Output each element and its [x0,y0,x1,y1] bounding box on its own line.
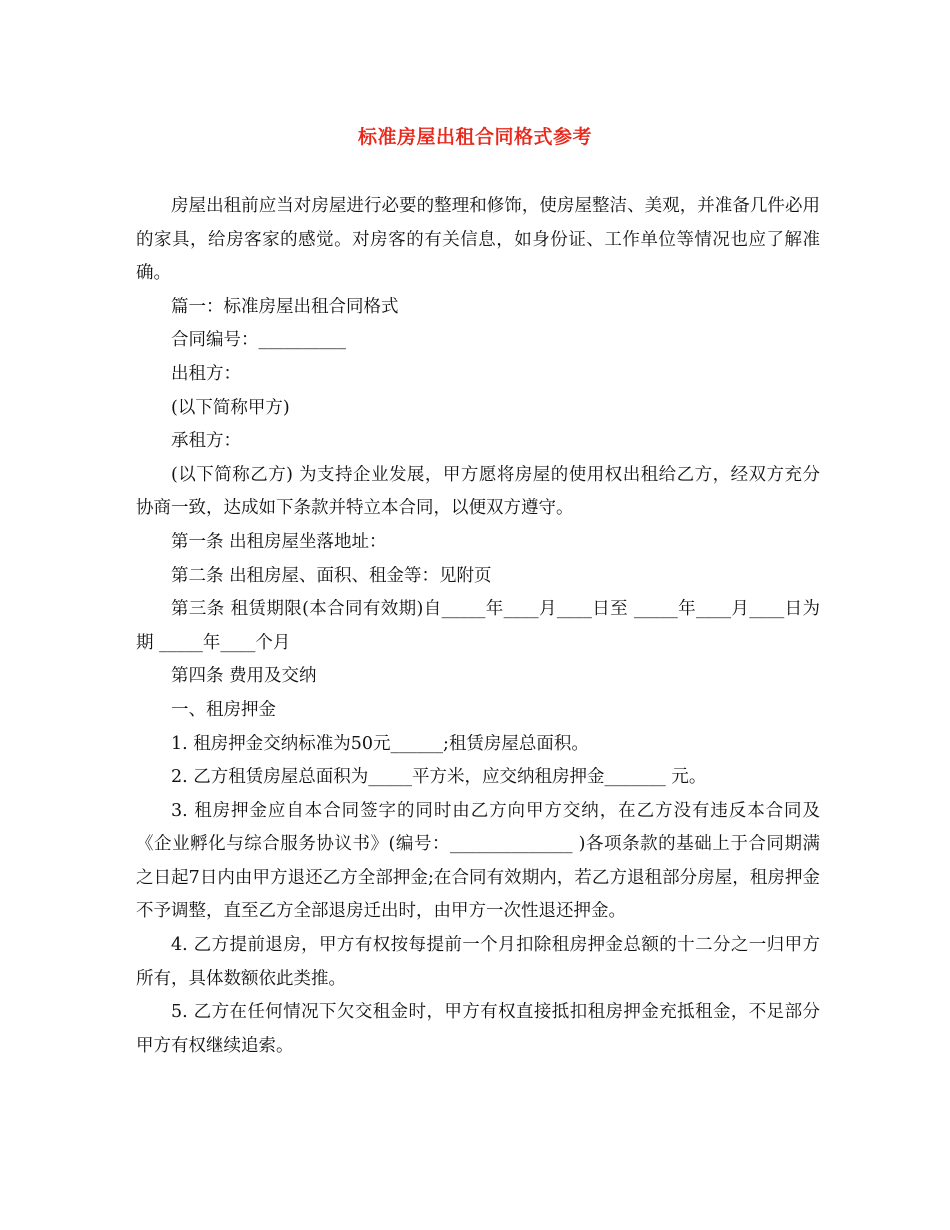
lessor-note: (以下简称甲方) [171,397,290,418]
preamble-paragraph: (以下简称乙方) 为支持企业发展，甲方愿将房屋的使用权出租给乙方，经双方充分协商一致，达成如下条款并特立本合同，以便双方遵守。 [136,464,820,519]
clause-2: 2. 乙方租赁房屋总面积为_____平方米，应交纳租房押金_______ 元。 [171,767,707,788]
article-2: 第二条 出租房屋、面积、租金等：见附页 [171,565,492,586]
subsection-deposit: 一、租房押金 [171,699,276,720]
article-3: 第三条 租赁期限(本合同有效期)自_____年____月____日至 _____年____月____日为期 _____年____个月 [136,599,820,653]
clause-3: 3. 租房押金应自本合同签字的同时由乙方向甲方交纳，在乙方没有违反本合同及《企业孵化与综合服务协议书》(编号：______________ )各项条款的基础上于合同期满之日起7日内由甲方退还乙方全部押金;在合同有效期内，若乙方退租部分房屋，租房押金不予调整，直至乙方全部退房迁出时，由甲方一次性退还押金。 [136,800,820,922]
article-1: 第一条 出租房屋坐落地址： [171,531,387,552]
lessor-line: 出租方： [171,363,241,384]
document-body [136,190,820,1063]
section-heading: 篇一：标准房屋出租合同格式 [171,296,399,317]
clause-1: 1. 租房押金交纳标准为50元______;租赁房屋总面积。 [171,733,589,754]
intro-paragraph: 房屋出租前应当对房屋进行必要的整理和修饰，使房屋整洁、美观，并准备几件必用的家具，给房客家的感觉。对房客的有关信息，如身份证、工作单位等情况也应了解准确。 [136,196,820,284]
clause-5: 5. 乙方在任何情况下欠交租金时，甲方有权直接抵扣租房押金充抵租金，不足部分甲方有权继续追索。 [136,1002,820,1056]
clause-4: 4. 乙方提前退房，甲方有权按每提前一个月扣除租房押金总额的十二分之一归甲方所有，具体数额依此类推。 [136,935,820,989]
document-title: 标准房屋出租合同格式参考 [357,126,592,148]
lessee-line: 承租方： [171,431,241,452]
article-4: 第四条 费用及交纳 [171,666,317,687]
contract-number: 合同编号：__________ [171,330,346,351]
